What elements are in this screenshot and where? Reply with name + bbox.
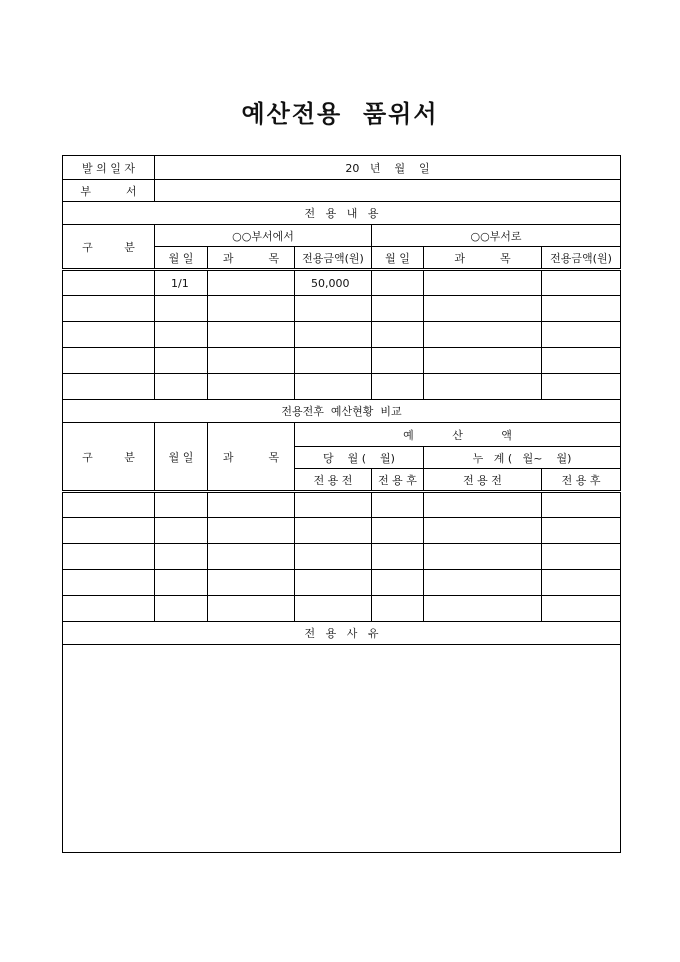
cumulative-after-header: 전 용 후 xyxy=(542,469,621,492)
to-date-header: 월 일 xyxy=(372,247,424,270)
comparison-cell[interactable] xyxy=(208,518,295,544)
transfer-cell[interactable] xyxy=(372,296,424,322)
comparison-cell[interactable] xyxy=(155,570,208,596)
section-reason-title: 전 용 사 유 xyxy=(63,622,621,645)
transfer-cell[interactable] xyxy=(208,322,295,348)
transfer-row xyxy=(63,374,621,400)
comparison-cell[interactable] xyxy=(295,492,372,518)
transfer-cell[interactable] xyxy=(542,348,621,374)
transfer-cell[interactable] xyxy=(424,270,542,296)
comparison-cell[interactable] xyxy=(542,570,621,596)
transfer-cell[interactable] xyxy=(208,348,295,374)
cumulative-header: 누 계 ( 월~ 월) xyxy=(424,447,621,469)
comparison-row xyxy=(63,492,621,518)
comparison-cell[interactable] xyxy=(63,492,155,518)
s1-category-header: 구 분 xyxy=(63,225,155,270)
comparison-cell[interactable] xyxy=(208,570,295,596)
comparison-cell[interactable] xyxy=(208,492,295,518)
comparison-cell[interactable] xyxy=(542,544,621,570)
transfer-cell[interactable] xyxy=(372,322,424,348)
from-dept-header: ○○부서에서 xyxy=(155,225,372,247)
to-amount-header: 전용금액(원) xyxy=(542,247,621,270)
from-item-header: 과 목 xyxy=(208,247,295,270)
document-title: 예산전용 품위서 xyxy=(241,100,439,128)
section-transfer-title: 전 용 내 용 xyxy=(63,202,621,225)
transfer-cell[interactable] xyxy=(295,296,372,322)
to-dept-header: ○○부서로 xyxy=(372,225,621,247)
month-after-header: 전 용 후 xyxy=(372,469,424,492)
comparison-cell[interactable] xyxy=(63,570,155,596)
transfer-cell[interactable] xyxy=(155,296,208,322)
transfer-cell[interactable] xyxy=(372,348,424,374)
transfer-cell[interactable] xyxy=(295,322,372,348)
transfer-cell[interactable] xyxy=(542,296,621,322)
department-label: 부 서 xyxy=(63,180,155,202)
transfer-cell[interactable] xyxy=(63,270,155,296)
comparison-cell[interactable] xyxy=(372,570,424,596)
comparison-cell[interactable] xyxy=(295,570,372,596)
comparison-cell[interactable] xyxy=(63,518,155,544)
transfer-cell[interactable] xyxy=(424,348,542,374)
comparison-cell[interactable] xyxy=(63,544,155,570)
transfer-cell[interactable] xyxy=(424,374,542,400)
transfer-cell[interactable]: 50,000 xyxy=(295,270,372,296)
comparison-cell[interactable] xyxy=(208,596,295,622)
transfer-cell[interactable] xyxy=(208,270,295,296)
transfer-cell[interactable] xyxy=(155,348,208,374)
transfer-cell[interactable] xyxy=(295,374,372,400)
cumulative-before-header: 전 용 전 xyxy=(424,469,542,492)
transfer-cell[interactable] xyxy=(155,322,208,348)
s2-date-header: 월 일 xyxy=(155,423,208,492)
transfer-cell[interactable] xyxy=(208,374,295,400)
transfer-cell[interactable] xyxy=(63,296,155,322)
transfer-cell[interactable] xyxy=(542,374,621,400)
comparison-cell[interactable] xyxy=(63,596,155,622)
comparison-cell[interactable] xyxy=(208,544,295,570)
transfer-row xyxy=(63,348,621,374)
comparison-cell[interactable] xyxy=(155,596,208,622)
current-month-header: 당 월 ( 월) xyxy=(295,447,424,469)
transfer-cell[interactable] xyxy=(372,270,424,296)
comparison-cell[interactable] xyxy=(155,544,208,570)
s2-item-header: 과 목 xyxy=(208,423,295,492)
comparison-cell[interactable] xyxy=(155,518,208,544)
department-value[interactable] xyxy=(155,180,621,202)
date-value[interactable]: 20 년 월 일 xyxy=(155,156,621,180)
comparison-cell[interactable] xyxy=(542,492,621,518)
transfer-cell[interactable] xyxy=(424,322,542,348)
comparison-cell[interactable] xyxy=(424,518,542,544)
from-amount-header: 전용금액(원) xyxy=(295,247,372,270)
transfer-cell[interactable] xyxy=(424,296,542,322)
section-comparison-title: 전용전후 예산현황 비교 xyxy=(63,400,621,423)
transfer-cell[interactable] xyxy=(63,322,155,348)
comparison-cell[interactable] xyxy=(424,596,542,622)
comparison-cell[interactable] xyxy=(542,596,621,622)
from-date-header: 월 일 xyxy=(155,247,208,270)
transfer-cell[interactable] xyxy=(63,374,155,400)
transfer-row xyxy=(63,270,621,296)
transfer-cell[interactable] xyxy=(155,374,208,400)
comparison-row xyxy=(63,570,621,596)
transfer-cell[interactable] xyxy=(208,296,295,322)
transfer-cell[interactable] xyxy=(542,270,621,296)
transfer-cell[interactable] xyxy=(63,348,155,374)
budget-transfer-form xyxy=(62,155,621,853)
date-label: 발 의 일 자 xyxy=(63,156,155,180)
comparison-cell[interactable] xyxy=(295,544,372,570)
comparison-cell[interactable] xyxy=(155,492,208,518)
comparison-cell[interactable] xyxy=(424,492,542,518)
comparison-cell[interactable] xyxy=(372,518,424,544)
comparison-row xyxy=(63,596,621,622)
transfer-cell[interactable]: 1/1 xyxy=(155,270,208,296)
reason-content[interactable] xyxy=(63,645,621,853)
to-item-header: 과 목 xyxy=(424,247,542,270)
comparison-cell[interactable] xyxy=(372,492,424,518)
comparison-cell[interactable] xyxy=(424,570,542,596)
comparison-cell[interactable] xyxy=(542,518,621,544)
transfer-row xyxy=(63,322,621,348)
comparison-cell[interactable] xyxy=(295,596,372,622)
s2-category-header: 구 분 xyxy=(63,423,155,492)
comparison-cell[interactable] xyxy=(424,544,542,570)
comparison-row xyxy=(63,544,621,570)
transfer-cell[interactable] xyxy=(295,348,372,374)
month-before-header: 전 용 전 xyxy=(295,469,372,492)
transfer-cell[interactable] xyxy=(372,374,424,400)
transfer-row xyxy=(63,296,621,322)
comparison-cell[interactable] xyxy=(372,596,424,622)
comparison-row xyxy=(63,518,621,544)
comparison-cell[interactable] xyxy=(295,518,372,544)
comparison-cell[interactable] xyxy=(372,544,424,570)
budget-amount-header: 예 산 액 xyxy=(295,423,621,447)
transfer-cell[interactable] xyxy=(542,322,621,348)
